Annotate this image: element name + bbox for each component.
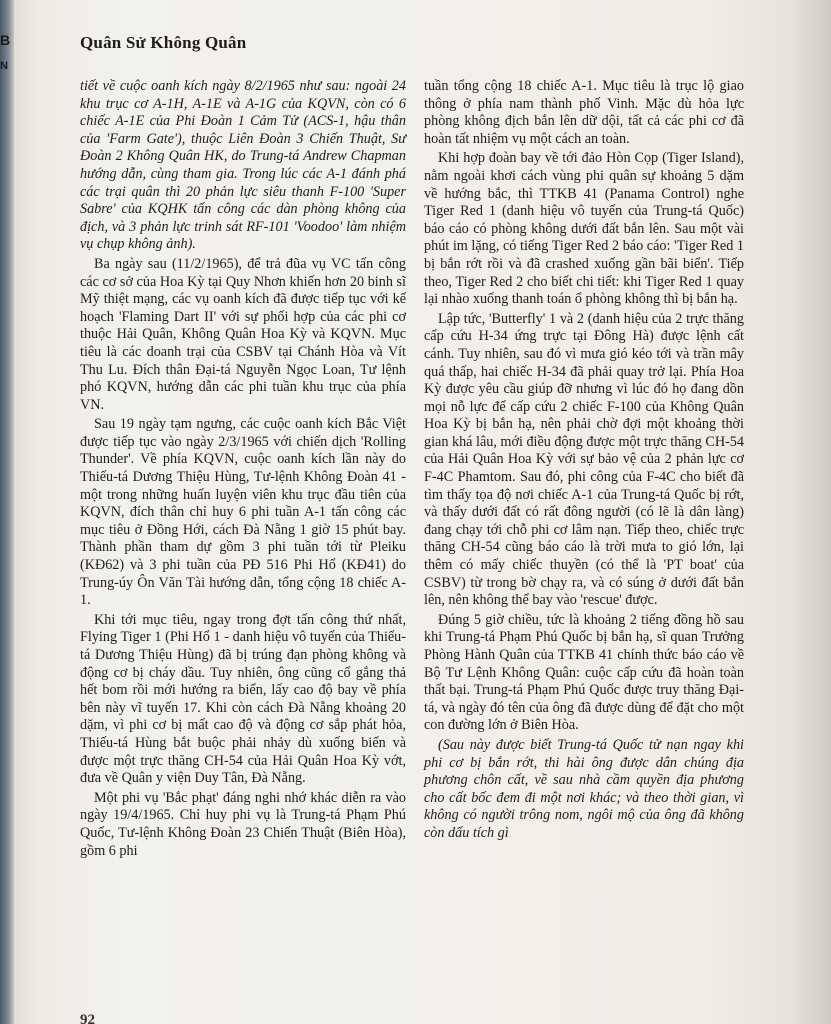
paragraph: (Sau này được biết Trung-tá Quốc tử nạn ngay khi phi cơ bị bắn rớt, thi hài ông được dân chúng địa phương chôn cất, về sau nhà cầm quyền địa phương cho cất bốc đem đi một nơi khác; và theo thời gian, vì không có người trông nom, ngôi mộ của ông đã không còn dấu tích gì	[424, 736, 744, 841]
right-column	[424, 78, 744, 843]
edge-letter-bottom: N	[0, 60, 8, 72]
edge-letter-top: B	[0, 32, 11, 48]
paragraph: Lập tức, 'Butterfly' 1 và 2 (danh hiệu của 2 trực thăng cấp cứu H-34 ứng trực tại Đông Hà) được lệnh cất cánh. Tuy nhiên, sau đó vì mưa gió kéo tới và trần mây quá thấp, hai chiếc H-34 đã phải quay trở lại. Phía Hoa Kỳ được yêu cầu giúp đỡ nhưng vì lúc đó họ đang dồn mọi nỗ lực để cấp cứu 2 chiếc F-100 của Không Quân Hoa Kỳ bị bắn hạ, nên phải chờ đợi một khoảng thời gian khá lâu, mới điều động được một trực thăng CH-54 của Hải Quân Hoa Kỳ với sự bảo vệ của 2 phản lực cơ F-4C Phamtom. Sau đó, phi công của F-4C cho biết đã tìm thấy tọa độ nơi chiếc A-1 của Trung-tá Quốc bị rớt, và thấy dưới đất có rất đông người (có lẽ là dân làng) đang chạy tới chỗ phi cơ lâm nạn. Tiếp theo, chiếc trực thăng CH-54 cũng báo cáo là trời mưa to gió lớn, lại thêm có mấy chiếc thuyền (có thể là 'PT boat' của CSBV) từ trong bờ chạy ra, và có súng ở dưới đất bắn lên, nên không thể bay vào 'rescue' được.	[424, 310, 744, 609]
left-column	[80, 78, 406, 860]
paragraph: Khi hợp đoàn bay về tới đảo Hòn Cọp (Tiger Island), nằm ngoài khơi cách vùng phi quân sự khoảng 5 dặm về hướng bắc, thì TTKB 41 (Panama Control) nghe Tiger Red 1 (danh hiệu vô tuyến của Trung-tá Quốc) báo cáo có phòng không dưới đất bắn lên. Sau một vài phút im lặng, có tiếng Tiger Red 2 báo cáo: 'Tiger Red 1 bị bắn rớt rồi và đã crashed xuống gần bãi biển'. Tiếp theo, Tiger Red 2 cho biết chi tiết: khi Tiger Red 1 quay lại nhào xuống thanh toán ổ phòng không thì bị bắn hạ.	[424, 150, 744, 308]
running-header: Quân Sử Không Quân	[80, 33, 247, 52]
paragraph: Khi tới mục tiêu, ngay trong đợt tấn công thứ nhất, Flying Tiger 1 (Phi Hổ 1 - danh hiệu vô tuyến của Thiếu-tá Dương Thiệu Hùng) đã bị trúng đạn phòng không và động cơ bị cháy dầu. Tuy nhiên, ông cũng cố gắng thả hết bom rồi mới hướng ra biển, lấy cao độ bay về phía bên này vĩ tuyến 17. Khi còn cách Đà Nẵng khoảng 20 dặm, vì phi cơ bị mất cao độ và động cơ sắp phát hỏa, Thiếu-tá Hùng bắt buộc phải nhảy dù xuống biển và được một trực thăng CH-54 của Hải Quân Hoa Kỳ vớt, đưa về Quân y viện Duy Tân, Đà Nẵng.	[80, 611, 406, 787]
paragraph: tuần tổng cộng 18 chiếc A-1. Mục tiêu là trục lộ giao thông ở phía nam thành phố Vinh. Mặc dù hỏa lực phòng không địch bắn lên dữ dội, tất cả các phi cơ đã hoàn tất nhiệm vụ một cách an toàn.	[424, 78, 744, 147]
paragraph: Đúng 5 giờ chiều, tức là khoảng 2 tiếng đồng hồ sau khi Trung-tá Phạm Phú Quốc bị bắn hạ, sĩ quan Trưởng Phòng Hành Quân của TTKB 41 chính thức báo cáo về Bộ Tư Lệnh Không Quân: cuộc cấp cứu đã hoàn toàn thất bại. Trung-tá Phạm Phú Quốc được truy thăng Đại-tá, và ngày đó tên của ông đã được dùng để đặt cho một con đường lớn ở Biên Hòa.	[424, 611, 744, 734]
paragraph: Sau 19 ngày tạm ngưng, các cuộc oanh kích Bắc Việt được tiếp tục vào ngày 2/3/1965 với chiến dịch 'Rolling Thunder'. Về phía KQVN, cuộc oanh kích lần này do Thiếu-tá Dương Thiệu Hùng, Tư-lệnh Không Đoàn 41 - một trong những huấn luyện viên khu trục đầu tiên của KQVN, đích thân chỉ huy 6 phi tuần A-1 tấn công các mục tiêu ở Đồng Hới, cách Đà Nẵng 1 giờ 15 phút bay. Thành phần tham dự gồm 3 phi tuần tới từ Pleiku (KĐ62) và 3 phi tuần của PĐ 516 Phi Hổ (KĐ41) do Trung-úy Ôn Văn Tài hướng dẫn, tổng cộng 18 chiếc A-1.	[80, 416, 406, 609]
paragraph: Một phi vụ 'Bắc phạt' đáng nghi nhớ khác diễn ra vào ngày 19/4/1965. Chỉ huy phi vụ là Trung-tá Phạm Phú Quốc, Tư-lệnh Không Đoàn 23 Chiến Thuật (Biên Hòa), gồm 6 phi	[80, 789, 406, 859]
page-number: 92	[80, 1012, 95, 1024]
paragraph: Ba ngày sau (11/2/1965), để trả đũa vụ VC tấn công các cơ sở của Hoa Kỳ tại Quy Nhơn khiến hơn 20 binh sĩ Mỹ thiệt mạng, các vụ oanh kích đã được tiếp tục với kế hoạch 'Flaming Dart II' với sự phối hợp của các phi cơ thuộc Hải Quân, Không Quân Hoa Kỳ và KQVN. Mục tiêu là các doanh trại của CSBV tại Chánh Hòa và Vít Thu Lu. Đích thân Đại-tá Nguyễn Ngọc Loan, Tư lệnh phó KQVN, hướng dẫn các phi tuần khu trục của phía VN.	[80, 255, 406, 413]
adjacent-page-edge	[0, 0, 14, 1024]
paragraph: tiết về cuộc oanh kích ngày 8/2/1965 như sau: ngoài 24 khu trục cơ A-1H, A-1E và A-1G của KQVN, còn có 6 chiếc A-1E của Phi Đoàn 1 Cảm Tử (ACS-1, hậu thân của 'Farm Gate'), thuộc Liên Đoàn 3 Chiến Thuật, Sư Đoàn 2 Không Quân HK, do Trung-tá Andrew Chapman hướng dẫn, cùng tham gia. Trong lúc các A-1 đánh phá các trại quân thì 20 phản lực siêu thanh F-100 'Super Sabre' của KQHK tấn công các dàn phòng không của địch, và 3 phản lực trinh sát RF-101 'Voodoo' làm nhiệm vụ chụp không ảnh).	[80, 78, 406, 253]
